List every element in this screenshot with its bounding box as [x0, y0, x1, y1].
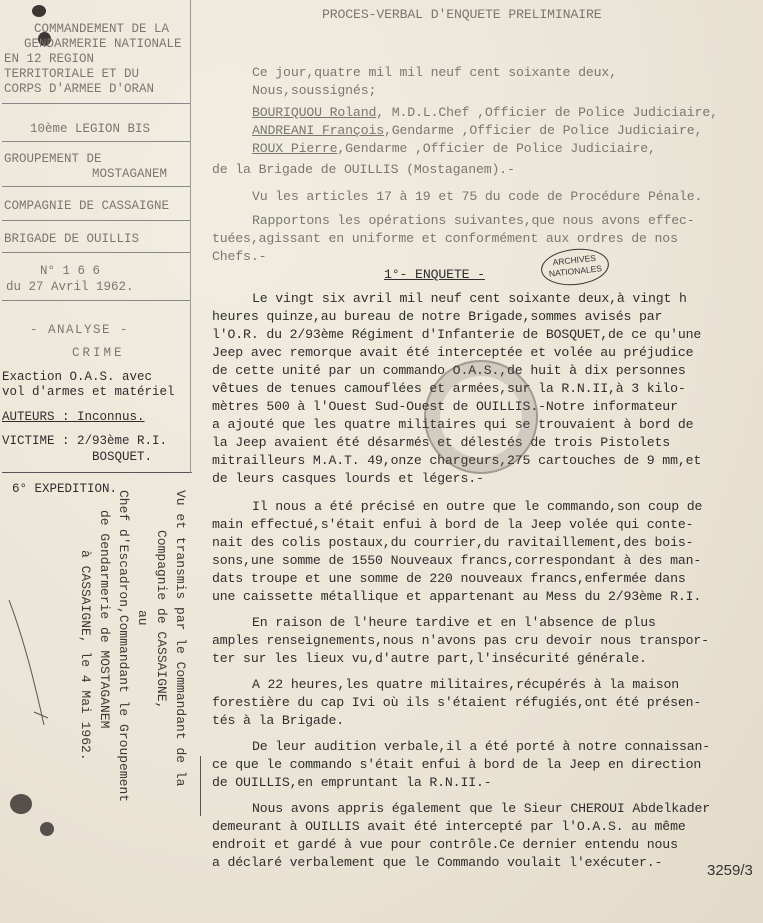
body-line: Il nous a été précisé en outre que le commando,son coup de [252, 499, 703, 514]
crime-heading: CRIME [72, 346, 125, 360]
body-line: main effectué,s'était enfui à bord de la Jeep volée qui conte- [212, 517, 694, 532]
archives-stamp [539, 246, 610, 289]
left-header-line: CORPS D'ARMEE D'ORAN [4, 82, 155, 96]
victime-line: BOSQUET. [92, 450, 153, 464]
divider [2, 103, 190, 104]
officer-line [252, 122, 702, 140]
body-line: endroit et gardé à vue pour contrôle.Ce dernier entendu nous [212, 837, 678, 852]
left-header [4, 22, 182, 97]
body-line: Nous avons appris également que le Sieur CHEROUI Abdelkader [252, 801, 711, 816]
body-line: Le vingt six avril mil neuf cent soixante deux,à vingt h [252, 291, 687, 306]
left-header-line: COMMANDEMENT DE LA [34, 22, 170, 36]
body-line: vêtues de tenues camouflées et armées,sur la R.N.II,à 3 kilo- [212, 381, 686, 396]
transmission-line: Compagnie de CASSAIGNE, [154, 530, 169, 710]
brigade-line: de la Brigade de OUILLIS (Mostaganem).- [212, 162, 515, 177]
body-line: dats troupe et une somme de 220 nouveaux francs,enfermée dans [212, 571, 686, 586]
divider [2, 252, 190, 253]
transmission-line: de Gendarmerie de MOSTAGANEM [97, 510, 112, 729]
divider [2, 220, 190, 221]
body-line: heures quinze,au bureau de notre Brigade,sommes avisés par [212, 309, 663, 324]
body-line: Rapportons les opérations suivantes,que nous avons effec- [252, 213, 695, 228]
body-line: l'O.R. du 2/93ème Régiment d'Infanterie de BOSQUET,de ce qu'une [212, 327, 702, 342]
left-header-line: EN 12 REGION [4, 52, 95, 66]
auteurs-line: AUTEURS : Inconnus. [2, 410, 145, 424]
officer-name: ANDREANI François [252, 123, 384, 138]
intro-line: Ce jour,quatre mil mil neuf cent soixante deux, [252, 65, 617, 80]
body-line: la Jeep avaient été désarmés et délestés de trois Pistolets [212, 435, 671, 450]
left-header-line: TERRITORIALE ET DU [4, 67, 140, 81]
document-number: N° 1 6 6 [40, 264, 101, 278]
stamp-text: ARCHIVES [552, 252, 597, 268]
body-line: ce que le commando s'était enfui à bord de la Jeep en direction [212, 757, 702, 772]
officer-name: BOURIQUOU Roland [252, 105, 377, 120]
body-line: demeurant à OUILLIS avait été intercepté par l'O.A.S. au même [212, 819, 686, 834]
officer-name: ROUX Pierre [252, 141, 338, 156]
document-date: du 27 Avril 1962. [6, 280, 134, 294]
margin-line [200, 756, 201, 816]
punch-hole [32, 5, 46, 17]
officer-role: ,Gendarme ,Officier de Police Judiciaire, [337, 141, 656, 156]
body-line: forestière du cap Ivi où ils s'étaient réfugiés,ont été présen- [212, 695, 702, 710]
crime-text: vol d'armes et matériel [2, 385, 175, 399]
brigade-label: BRIGADE DE OUILLIS [4, 232, 140, 246]
divider [2, 141, 190, 142]
divider [2, 472, 192, 473]
body-line: mitrailleurs M.A.T. 49,onze chargeurs,275 cartouches de 9 mm,et [212, 453, 702, 468]
body-line: tés à la Brigade. [212, 713, 344, 728]
groupement-label: GROUPEMENT DE [4, 152, 102, 166]
official-seal [424, 360, 538, 474]
body-line: a déclaré verbalement que le Commando voulait l'exécuter.- [212, 855, 663, 870]
body-line: A 22 heures,les quatre militaires,récupérés à la maison [252, 677, 680, 692]
crime-text: Exaction O.A.S. avec [2, 370, 153, 384]
left-header-line: GENDARMERIE NATIONALE [24, 37, 182, 51]
transmission-line: Chef d'Escadron,Commandant le Groupement [116, 490, 131, 803]
body-line: amples renseignements,nous n'avons pas cru devoir nous transpor- [212, 633, 709, 648]
divider [2, 186, 190, 187]
body-line: tuées,agissant en uniforme et conformément aux ordres de nos [212, 231, 678, 246]
body-line: de cette unité par un commando O.A.S.,de huit à dix personnes [212, 363, 686, 378]
body-line: nait des colis postaux,du courrier,du ravitaillement,des bois- [212, 535, 694, 550]
officer-role: , M.D.L.Chef ,Officier de Police Judiciaire, [376, 105, 718, 120]
expedition-label: 6° EXPEDITION. [12, 482, 118, 496]
body-line: sons,une somme de 1550 Nouveaux francs,correspondant à des man- [212, 553, 702, 568]
legion-label: 10ème LEGION BIS [30, 122, 151, 136]
transmission-line: à CASSAIGNE, le 4 Mai 1962. [78, 550, 93, 761]
analysis-heading: - ANALYSE - [30, 323, 130, 337]
transmission-line: au [135, 610, 150, 626]
body-line: de OUILLIS,en empruntant la R.N.II.- [212, 775, 492, 790]
punch-hole [10, 794, 32, 814]
body-line: a ajouté que les quatre militaires qui se trouvaient à bord de [212, 417, 694, 432]
victime-line: VICTIME : 2/93ème R.I. [2, 434, 168, 448]
document-title: PROCES-VERBAL D'ENQUETE PRELIMINAIRE [322, 7, 602, 22]
enquete-heading: 1°- ENQUETE - [384, 267, 485, 282]
officer-role: ,Gendarme ,Officier de Police Judiciaire, [384, 123, 703, 138]
body-line: Jeep avec remorque avait été interceptée et volée au préjudice [212, 345, 694, 360]
body-line: En raison de l'heure tardive et en l'absence de plus [252, 615, 656, 630]
transmission-line: Vu et transmis par le Commandant de la [173, 490, 188, 787]
body-line: De leur audition verbale,il a été porté à notre connaissan- [252, 739, 711, 754]
divider [2, 300, 190, 301]
transmission-note [65, 490, 190, 923]
body-line: une caissette métallique et appartenant au Mess du 2/93ème R.I. [212, 589, 702, 604]
body-line: Vu les articles 17 à 19 et 75 du code de Procédure Pénale. [252, 189, 703, 204]
body-line: de leurs casques lourds et légers.- [212, 471, 484, 486]
groupement-name: MOSTAGANEM [92, 167, 168, 181]
punch-hole [40, 822, 54, 836]
stamp-text: NATIONALES [548, 263, 603, 279]
margin-pencil-mark [4, 600, 64, 730]
body-line: mètres 500 à l'Ouest Sud-Ouest de OUILLIS.-Notre informateur [212, 399, 678, 414]
body-line: ter sur les lieux vu,d'autre part,l'insécurité générale. [212, 651, 647, 666]
officer-line [252, 140, 656, 158]
compagnie-label: COMPAGNIE DE CASSAIGNE [4, 199, 170, 213]
archive-reference: 3259/3 [707, 862, 753, 879]
officer-line [252, 104, 718, 122]
intro-line: Nous,soussignés; [252, 83, 377, 98]
body-line: Chefs.- [212, 249, 267, 264]
divider [190, 0, 191, 473]
